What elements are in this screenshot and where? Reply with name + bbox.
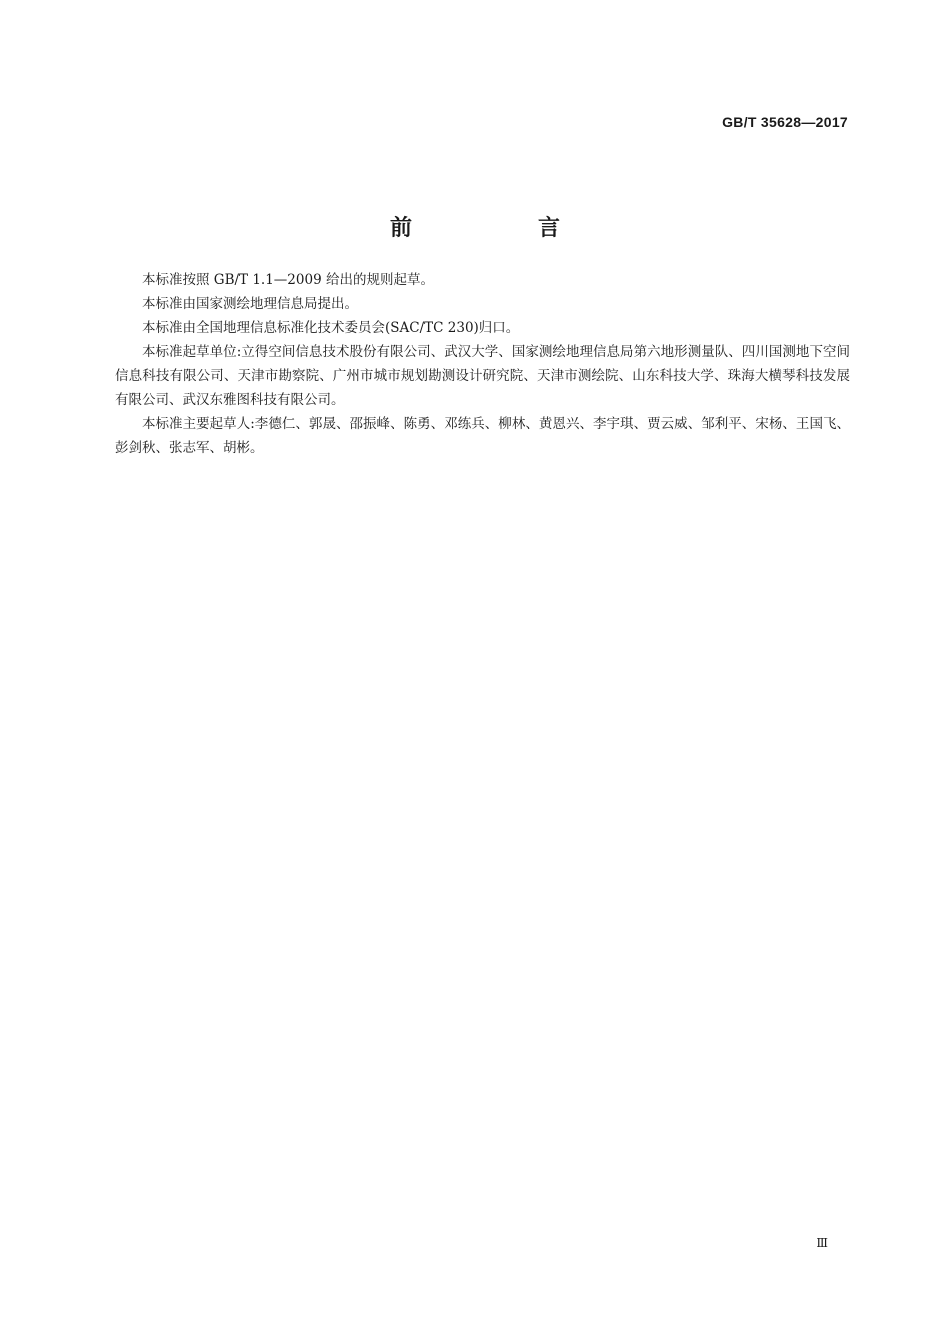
- paragraph-drafting-units: 本标准起草单位:立得空间信息技术股份有限公司、武汉大学、国家测绘地理信息局第六地形测量队、四川国测地下空间信息科技有限公司、天津市勘察院、广州市城市规划勘测设计研究院、天津市测绘院、山东科技大学、珠海大横琴科技发展有限公司、武汉东雅图科技有限公司。: [115, 344, 850, 408]
- foreword-body: [115, 268, 850, 460]
- paragraph-proposed-by: 本标准由国家测绘地理信息局提出。: [142, 296, 358, 312]
- paragraph-drafting-rules: 本标准按照 GB/T 1.1—2009 给出的规则起草。: [142, 272, 434, 288]
- standard-code: GB/T 35628—2017: [722, 114, 848, 130]
- paragraph-under-jurisdiction: 本标准由全国地理信息标准化技术委员会(SAC/TC 230)归口。: [142, 320, 520, 336]
- paragraph-main-drafters: 本标准主要起草人:李德仁、郭晟、邵振峰、陈勇、邓练兵、柳林、黄恩兴、李宇琪、贾云威、邹利平、宋杨、王国飞、彭剑秋、张志军、胡彬。: [115, 416, 850, 456]
- page-title: 前 言: [389, 215, 612, 241]
- page-number: Ⅲ: [816, 1236, 828, 1250]
